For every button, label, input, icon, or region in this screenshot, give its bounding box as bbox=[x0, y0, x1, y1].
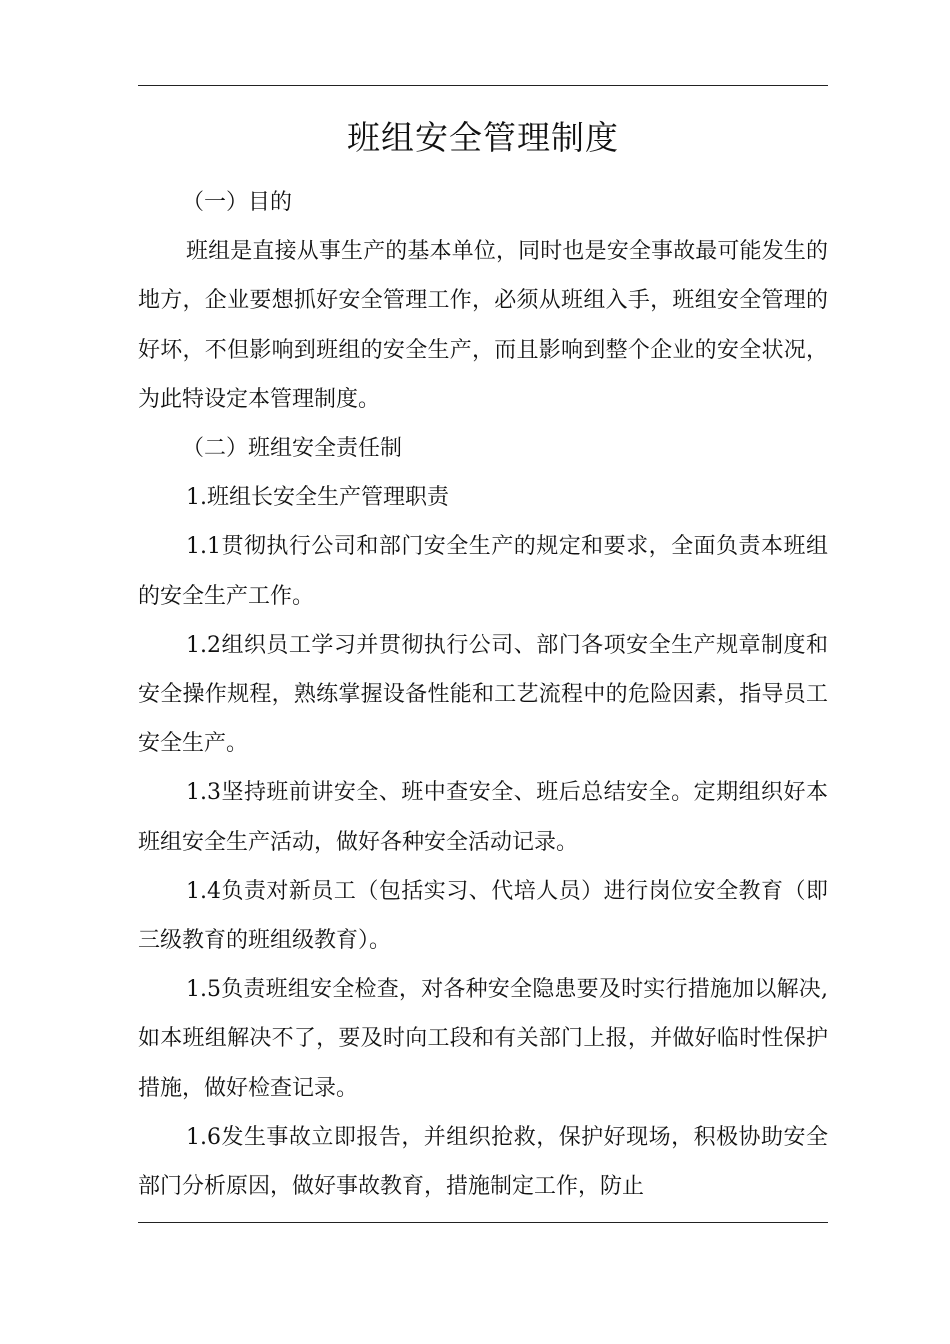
clause-1-6: 1.6发生事故立即报告，并组织抢救，保护好现场，积极协助安全部门分析原因，做好事故教育，措施制定工作，防止 bbox=[138, 1124, 828, 1200]
page-title: 班组安全管理制度 bbox=[347, 118, 619, 157]
clause-1-5: 1.5负责班组安全检查，对各种安全隐患要及时实行措施加以解决,如本班组解决不了，要及时向工段和有关部门上报，并做好临时性保护措施，做好检查记录。 bbox=[138, 977, 828, 1101]
header-rule bbox=[138, 85, 828, 86]
paragraph-purpose: 班组是直接从事生产的基本单位，同时也是安全事故最可能发生的地方，企业要想抓好安全管理工作，必须从班组入手，班组安全管理的好坏，不但影响到班组的安全生产，而且影响到整个企业的安全状况，为此特设定本管理制度。 bbox=[138, 239, 828, 412]
document-body bbox=[138, 178, 828, 1211]
clause-1-3: 1.3坚持班前讲安全、班中查安全、班后总结安全。定期组织好本班组安全生产活动，做好各种安全活动记录。 bbox=[138, 780, 828, 855]
clause-1-4: 1.4负责对新员工（包括实习、代培人员）进行岗位安全教育（即三级教育的班组级教育）。 bbox=[138, 878, 828, 954]
footer-rule bbox=[138, 1222, 828, 1223]
subheading-team-leader-duties: 1.班组长安全生产管理职责 bbox=[186, 485, 449, 511]
clause-1-1: 1.1贯彻执行公司和部门安全生产的规定和要求，全面负责本班组的安全生产工作。 bbox=[138, 534, 828, 609]
clause-1-2: 1.2组织员工学习并贯彻执行公司、部门各项安全生产规章制度和安全操作规程，熟练掌握设备性能和工艺流程中的危险因素，指导员工安全生产。 bbox=[138, 632, 828, 757]
section-heading-responsibility: （二）班组安全责任制 bbox=[182, 436, 403, 462]
section-heading-purpose: （一）目的 bbox=[182, 190, 293, 215]
